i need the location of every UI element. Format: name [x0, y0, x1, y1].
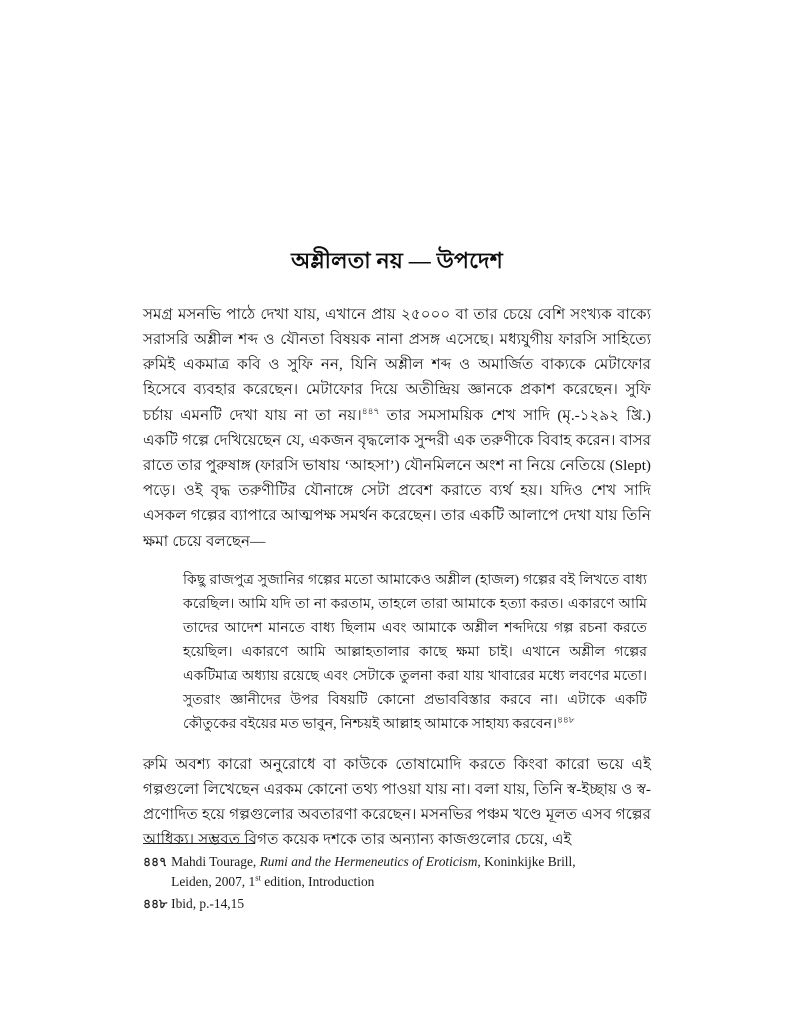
footnote-item-448: [143, 894, 653, 914]
footnote-number-447: ৪৪৭: [143, 855, 168, 869]
footnote-447-edition: edition, Introduction: [260, 874, 375, 889]
footnote-447-author: Mahdi Tourage,: [171, 854, 257, 869]
footnote-447-place-year: Leiden, 2007, 1: [171, 874, 256, 889]
footnote-447-ordinal: st: [255, 872, 261, 883]
paragraph-2: রুমি অবশ্য কারো অনুরোধে বা কাউকে তোষামোদি করতে কিংবা কারো ভয়ে এই গল্পগুলো লিখেছেন এরকম কোনো তথ্য পাওয়া যায় না। বলা যায়, তিনি স্ব-ইচ্ছায় ও স্ব-প্রণোদিত হয়ে গল্পগুলোর অবতারণা করেছেন। মসনভির পঞ্চম খণ্ডে মূলত এসব গল্পের আধিক্য। সম্ভবত বিগত কয়েক দশকে তার অন্যান্য কাজগুলোর চেয়ে, এই: [143, 755, 651, 849]
paragraph-1-text-b: তার সমসাময়িক শেখ সাদি (মৃ.-১২৯২ খ্রি.) একটি গল্পে দেখিয়েছেন যে, একজন বৃদ্ধলোক সুন্দরী এক তরুণীকে বিবাহ করেন। বাসর রাতে তার পুরুষাঙ্গ (ফারসি ভাষায় ‘আহসা’) যৌনমিলনে অংশ না নিয়ে নেতিয়ে (Slept) পড়ে। ওই বৃদ্ধ তরুণীটির যৌনাঙ্গে সেটা প্রবেশ করাতে ব্যর্থ হয়। যদিও শেখ সাদি এসকল গল্পের ব্যাপারে আত্মপক্ষ সমর্থন করেছেন। তার একটি আলাপে দেখা যায় তিনি ক্ষমা চেয়ে বলছেন—: [143, 406, 651, 550]
footnote-447-title: Rumi and the Hermeneutics of Eroticism: [259, 854, 478, 869]
blockquote-paragraph: [183, 568, 647, 736]
blockquote-sheikh-saadi: [143, 568, 651, 736]
blockquote-text: কিছু রাজপুত্র সুজানির গল্পের মতো আমাকেও অশ্লীল (হাজল) গল্পের বই লিখতে বাধ্য করেছিল। আমি যদি তা না করতাম, তাহলে তারা আমাকে হত্যা করত। একারণে আমি তাদের আদেশ মানতে বাধ্য ছিলাম এবং আমাকে অশ্লীল শব্দদিয়ে গল্প রচনা করতে হয়েছিল। একারণে আমি আল্লাহতালার কাছে ক্ষমা চাই। এখানে অশ্লীল গল্পের একটিমাত্র অধ্যায় রয়েছে এবং সেটাকে তুলনা করা যায় খাবারের মধ্যে লবণের মতো। সুতরাং জ্ঞানীদের উপর বিষয়টি কোনো প্রভাববিস্তার করবে না। এটাকে একটি কৌতুকের বইয়ের মত ভাবুন, নিশ্চয়ই আল্লাহ আমাকে সাহায্য করবেন।: [183, 571, 647, 732]
footnote-number-448: ৪৪৮: [143, 897, 168, 911]
page-title: অশ্লীলতা নয় — উপদেশ: [291, 248, 503, 273]
footnote-447-publisher: , Koninkijke Brill,: [477, 854, 576, 869]
footnote-separator-rule: [143, 843, 255, 844]
footnote-ref-448[interactable]: ৪৪৮: [557, 714, 575, 725]
footnote-448-text: Ibid, p.-14,15: [171, 896, 245, 911]
footnote-447-line2: [171, 872, 575, 892]
footnote-item-447: [143, 852, 653, 892]
paragraph-1-text-a: সমগ্র মসনভি পাঠে দেখা যায়, এখানে প্রায় ২৫০০০ বা তার চেয়ে বেশি সংখ্যক বাক্যে সরাসরি অশ্লীল শব্দ ও যৌনতা বিষয়ক নানা প্রসঙ্গ এসেছে। মধ্যযুগীয় ফারসি সাহিত্যে রুমিই একমাত্র কবি ও সুফি নন, যিনি অশ্লীল শব্দ ও অমার্জিত বাক্যকে মেটাফোর হিসেবে ব্যবহার করেছেন। মেটাফোর দিয়ে অতীন্দ্রিয় জ্ঞানকে প্রকাশ করেছেন। সুফি চর্চায় এমনটি দেখা যায় না তা নয়।: [143, 305, 651, 424]
footnotes-section: [143, 843, 653, 916]
paragraph-1: [143, 302, 651, 554]
footnote-447-body: [171, 852, 575, 892]
footnote-ref-447[interactable]: ৪৪৭: [361, 405, 380, 416]
page-content: [143, 246, 651, 853]
